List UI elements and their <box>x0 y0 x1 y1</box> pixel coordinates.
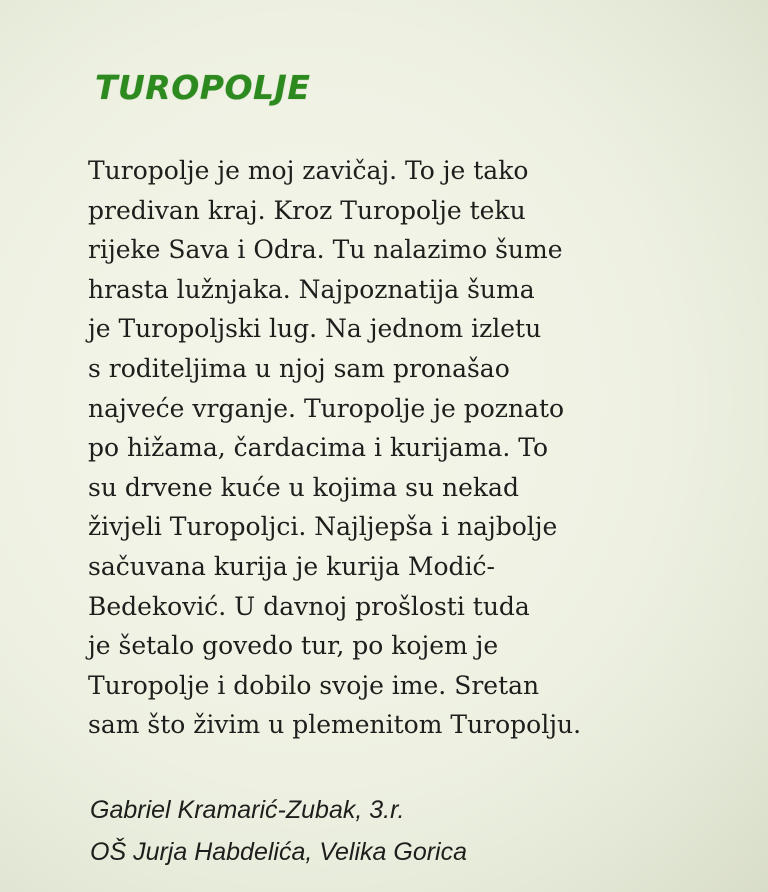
body-line: Bedeković. U davnoj prošlosti tuda <box>88 591 530 621</box>
article-body <box>88 151 748 745</box>
body-line: predivan kraj. Kroz Turopolje teku <box>88 195 526 225</box>
body-line: s roditeljima u njoj sam pronašao <box>88 353 510 383</box>
body-line: Turopolje je moj zavičaj. To je tako <box>88 156 529 185</box>
body-line: živjeli Turopoljci. Najljepša i najbolje <box>88 512 558 542</box>
body-line: je šetalo govedo tur, po kojem je <box>88 631 499 661</box>
body-line: po hižama, čardacima i kurijama. To <box>88 433 549 463</box>
body-line: sačuvana kurija je kurija Modić- <box>88 551 496 581</box>
body-line: rijeke Sava i Odra. Tu nalazimo šume <box>88 235 563 265</box>
author-name: Gabriel Kramarić-Zubak, 3.r. <box>90 796 405 824</box>
article-title: TUROPOLJE <box>95 68 311 107</box>
author-credit <box>90 789 730 873</box>
body-line: Turopolje i dobilo svoje ime. Sretan <box>88 670 540 700</box>
body-line: je Turopoljski lug. Na jednom izletu <box>88 314 542 344</box>
school-name: OŠ Jurja Habdelića, Velika Gorica <box>90 838 468 866</box>
body-line: su drvene kuće u kojima su nekad <box>88 472 519 502</box>
body-line: sam što živim u plemenitom Turopolju. <box>88 710 582 740</box>
body-line: najveće vrganje. Turopolje je poznato <box>88 393 565 423</box>
body-line: hrasta lužnjaka. Najpoznatija šuma <box>88 274 535 304</box>
